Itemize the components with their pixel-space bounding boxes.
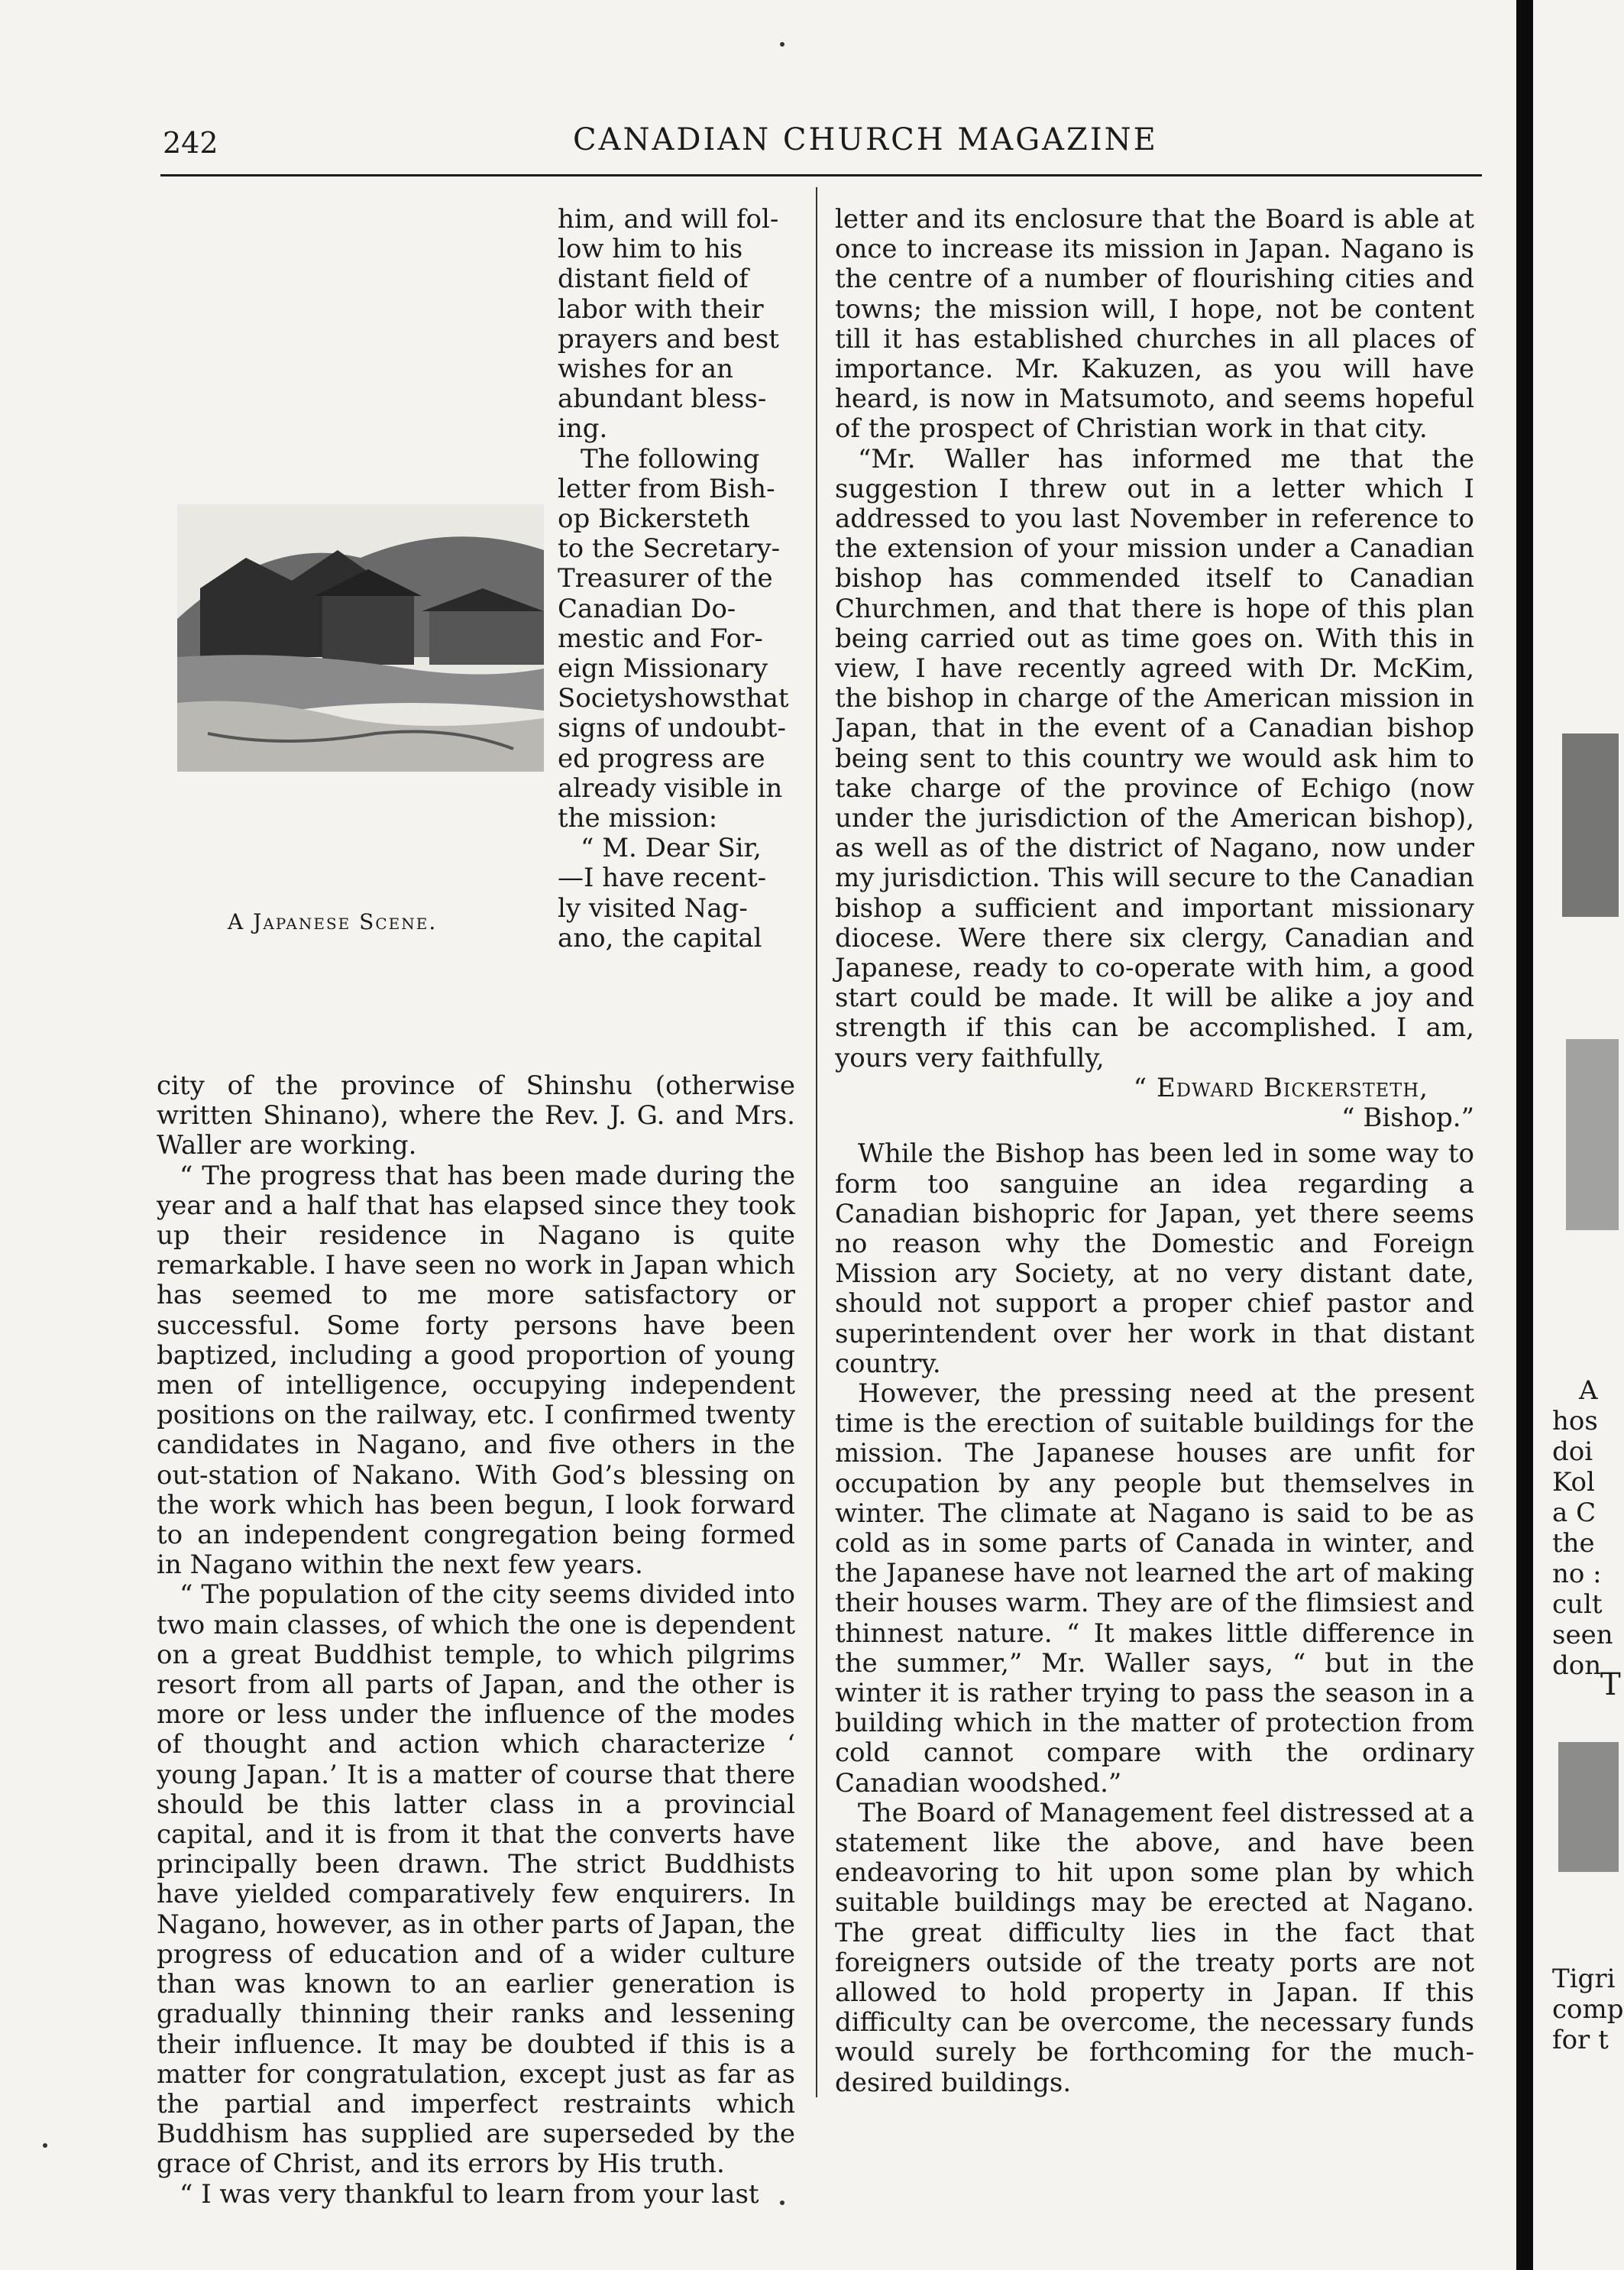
- wrapped-line: the mission:: [558, 803, 718, 834]
- fragment-line: for t: [1552, 2025, 1609, 2055]
- wrapped-line: ing.: [558, 413, 608, 445]
- left-column-body: [157, 1071, 795, 2210]
- wrapped-line: already visible in: [558, 772, 783, 804]
- figure-caption: A Japanese Scene.: [228, 909, 438, 934]
- wrapped-line: low him to his: [558, 234, 743, 265]
- fragment-line: Tigri: [1552, 1964, 1616, 1994]
- wrapped-line: eign Missionary: [558, 653, 768, 685]
- wrapped-line: Canadian Do-: [558, 593, 736, 624]
- fragment-line: don: [1552, 1650, 1602, 1681]
- fragment-line: a C: [1552, 1498, 1597, 1528]
- japanese-scene-illustration: [177, 504, 544, 772]
- column-divider: [816, 187, 817, 2097]
- wrapped-line: letter from Bish-: [558, 473, 775, 504]
- running-title: CANADIAN CHURCH MAGAZINE: [573, 122, 1158, 157]
- page-gutter-shadow: [1516, 0, 1533, 2270]
- wrapped-line: mestic and For-: [558, 623, 763, 654]
- wrapped-line: Treasurer of the: [558, 563, 773, 594]
- fragment-line: seen: [1552, 1620, 1613, 1650]
- wrapped-line: labor with their: [558, 293, 764, 325]
- print-speck: [780, 2200, 785, 2205]
- wrapped-line: ed progress are: [558, 743, 765, 774]
- fragment-line: comp: [1552, 1994, 1624, 2025]
- wrapped-line: op Bickersteth: [558, 504, 750, 535]
- next-page-heading-fragment: T: [1600, 1667, 1621, 1702]
- wrapped-line: —I have recent-: [558, 863, 767, 894]
- paragraph: “ The population of the city seems divided into two main classes, of which the one is dependent on a great Buddhist temple, to which pilgrims resort from all parts of Japan, and the other is more or less under the influence of the modes of thought and action which characterize ‘ young Japan.’ It is a matter of course that there should be this latter class in a provincial capital, and it is from it that the converts have principally been drawn. The strict Buddhists have yielded comparatively few enquirers. In Nagano, however, as in other parts of Japan, the progress of education and of a wider culture than was known to an earlier generation is gradually thinning their ranks and lessening their influence. It may be doubted if this is a matter for congratulation, except just as far as the partial and imperfect restraints which Buddhism has supplied are superseded by the grace of Christ, and its errors by His truth.: [157, 1579, 795, 2180]
- fragment-line: hos: [1552, 1406, 1598, 1436]
- paragraph: letter and its enclosure that the Board is able at once to increase its mission in Japan. Nagano is the centre of a number of flourishing cities and towns; the mission will, I hope, not be content till it has established churches in all places of importance. Mr. Kakuzen, as you will have heard, is now in Matsumoto, and seems hopeful of the prospect of Christian work in that city.: [835, 204, 1474, 445]
- wrapped-line: ly visited Nag-: [558, 892, 748, 924]
- fragment-line: cult: [1552, 1589, 1603, 1620]
- paragraph: While the Bishop has been led in some way to form too sanguine an idea regarding a Canadian bishopric for Japan, yet there seems no reason why the Domestic and Foreign Mission ary Society, at no very distant date, should not support a proper chief pastor and superintendent over her work in that distant country.: [835, 1138, 1474, 1379]
- paragraph: However, the pressing need at the present time is the erection of suitable buildings for the mission. The Japanese houses are unfit for occupation by any people but themselves in winter. The climate at Nagano is said to be as cold as in some parts of Canada in winter, and the Japanese have not learned the art of making their houses warm. They are of the flimsiest and thinnest nature. “ It makes little difference in the summer,” Mr. Waller says, “ but in the winter it is rather trying to pass the season in a building which in the matter of protection from cold cannot compare with the ordinary Canadian woodshed.”: [835, 1378, 1474, 1799]
- wrapped-line: to the Secretary-: [558, 533, 781, 565]
- wrapped-line: Societyshowsthat: [558, 683, 789, 714]
- next-page-text-fragment: [1552, 1375, 1613, 1681]
- wrapped-line: prayers and best: [558, 323, 779, 355]
- fragment-line: doi: [1552, 1436, 1593, 1467]
- paragraph: “ The progress that has been made during the year and a half that has elapsed since they took up their residence in Nagano is quite remarkable. I have seen no work in Japan which has seemed to me more satisfactory or successful. Some forty persons have been baptized, including a good proportion of young men of intelligence, occupying independent positions on the railway, etc. I confirmed twenty candidates in Nagano, and five others in the out-station of Nakano. With God’s blessing on the work which has been begun, I look forward to an independent congregation being formed in Nagano within the next few years.: [157, 1160, 795, 1581]
- fragment-line: A: [1579, 1375, 1598, 1406]
- paragraph: “ I was very thankful to learn from your last: [180, 2178, 759, 2210]
- print-speck: [43, 2143, 47, 2148]
- wrapped-line: abundant bless-: [558, 384, 767, 415]
- fragment-line: Kol: [1552, 1467, 1595, 1498]
- wrapped-line: The following: [581, 443, 760, 474]
- signature-name: “ Edward Bickersteth,: [1133, 1072, 1428, 1103]
- next-page-illustration-fragment: [1566, 1039, 1619, 1230]
- wrapped-line: wishes for an: [558, 354, 733, 385]
- header-rule: [160, 174, 1482, 176]
- fragment-line: the: [1552, 1528, 1595, 1559]
- wrapped-line: ano, the capital: [558, 922, 762, 954]
- left-column-wrapped-text: [558, 205, 794, 954]
- page-number: 242: [163, 126, 218, 160]
- next-page-illustration-fragment: [1562, 733, 1619, 917]
- wrapped-line: him, and will fol-: [558, 204, 779, 235]
- wrapped-line: “ M. Dear Sir,: [581, 833, 762, 864]
- print-speck: [780, 42, 785, 47]
- next-page-text-fragment-bottom: [1552, 1964, 1624, 2055]
- paragraph: city of the province of Shinshu (otherwise written Shinano), where the Rev. J. G. and Mrs. Waller are working.: [157, 1070, 795, 1161]
- right-column-body: [835, 205, 1474, 2098]
- wrapped-line: signs of undoubt-: [558, 713, 786, 744]
- signature-title: “ Bishop.”: [1341, 1103, 1474, 1134]
- paragraph: The Board of Management feel distressed at a statement like the above, and have been endeavoring to hit upon some plan by which suitable buildings may be erected at Nagano. The great difficulty lies in the fact that foreigners outside of the treaty ports are not allowed to hold property in Japan. If this difficulty can be overcome, the necessary funds would surely be forthcoming for the much-desired buildings.: [835, 1797, 1474, 2098]
- wrapped-line: distant field of: [558, 264, 749, 295]
- fragment-line: no :: [1552, 1559, 1602, 1589]
- paragraph: “Mr. Waller has informed me that the suggestion I threw out in a letter which I addressed to you last November in reference to the extension of your mission under a Canadian bishop has commended itself to Canadian Churchmen, and that there is hope of this plan being carried out as time goes on. With this in view, I have recently agreed with Dr. McKim, the bishop in charge of the American mission in Japan, that in the event of a Canadian bishop being sent to this country we would ask him to take charge of the province of Echigo (now under the jurisdiction of the American bishop), as well as of the district of Nagano, now under my jurisdiction. This will secure to the Canadian bishop a sufficient and important missionary diocese. Were there six clergy, Canadian and Japanese, ready to co-operate with him, a good start could be made. It will be alike a joy and strength if this can be accomplished. I am, yours very faithfully,: [835, 443, 1474, 1073]
- next-page-ornament-fragment: [1558, 1742, 1619, 1872]
